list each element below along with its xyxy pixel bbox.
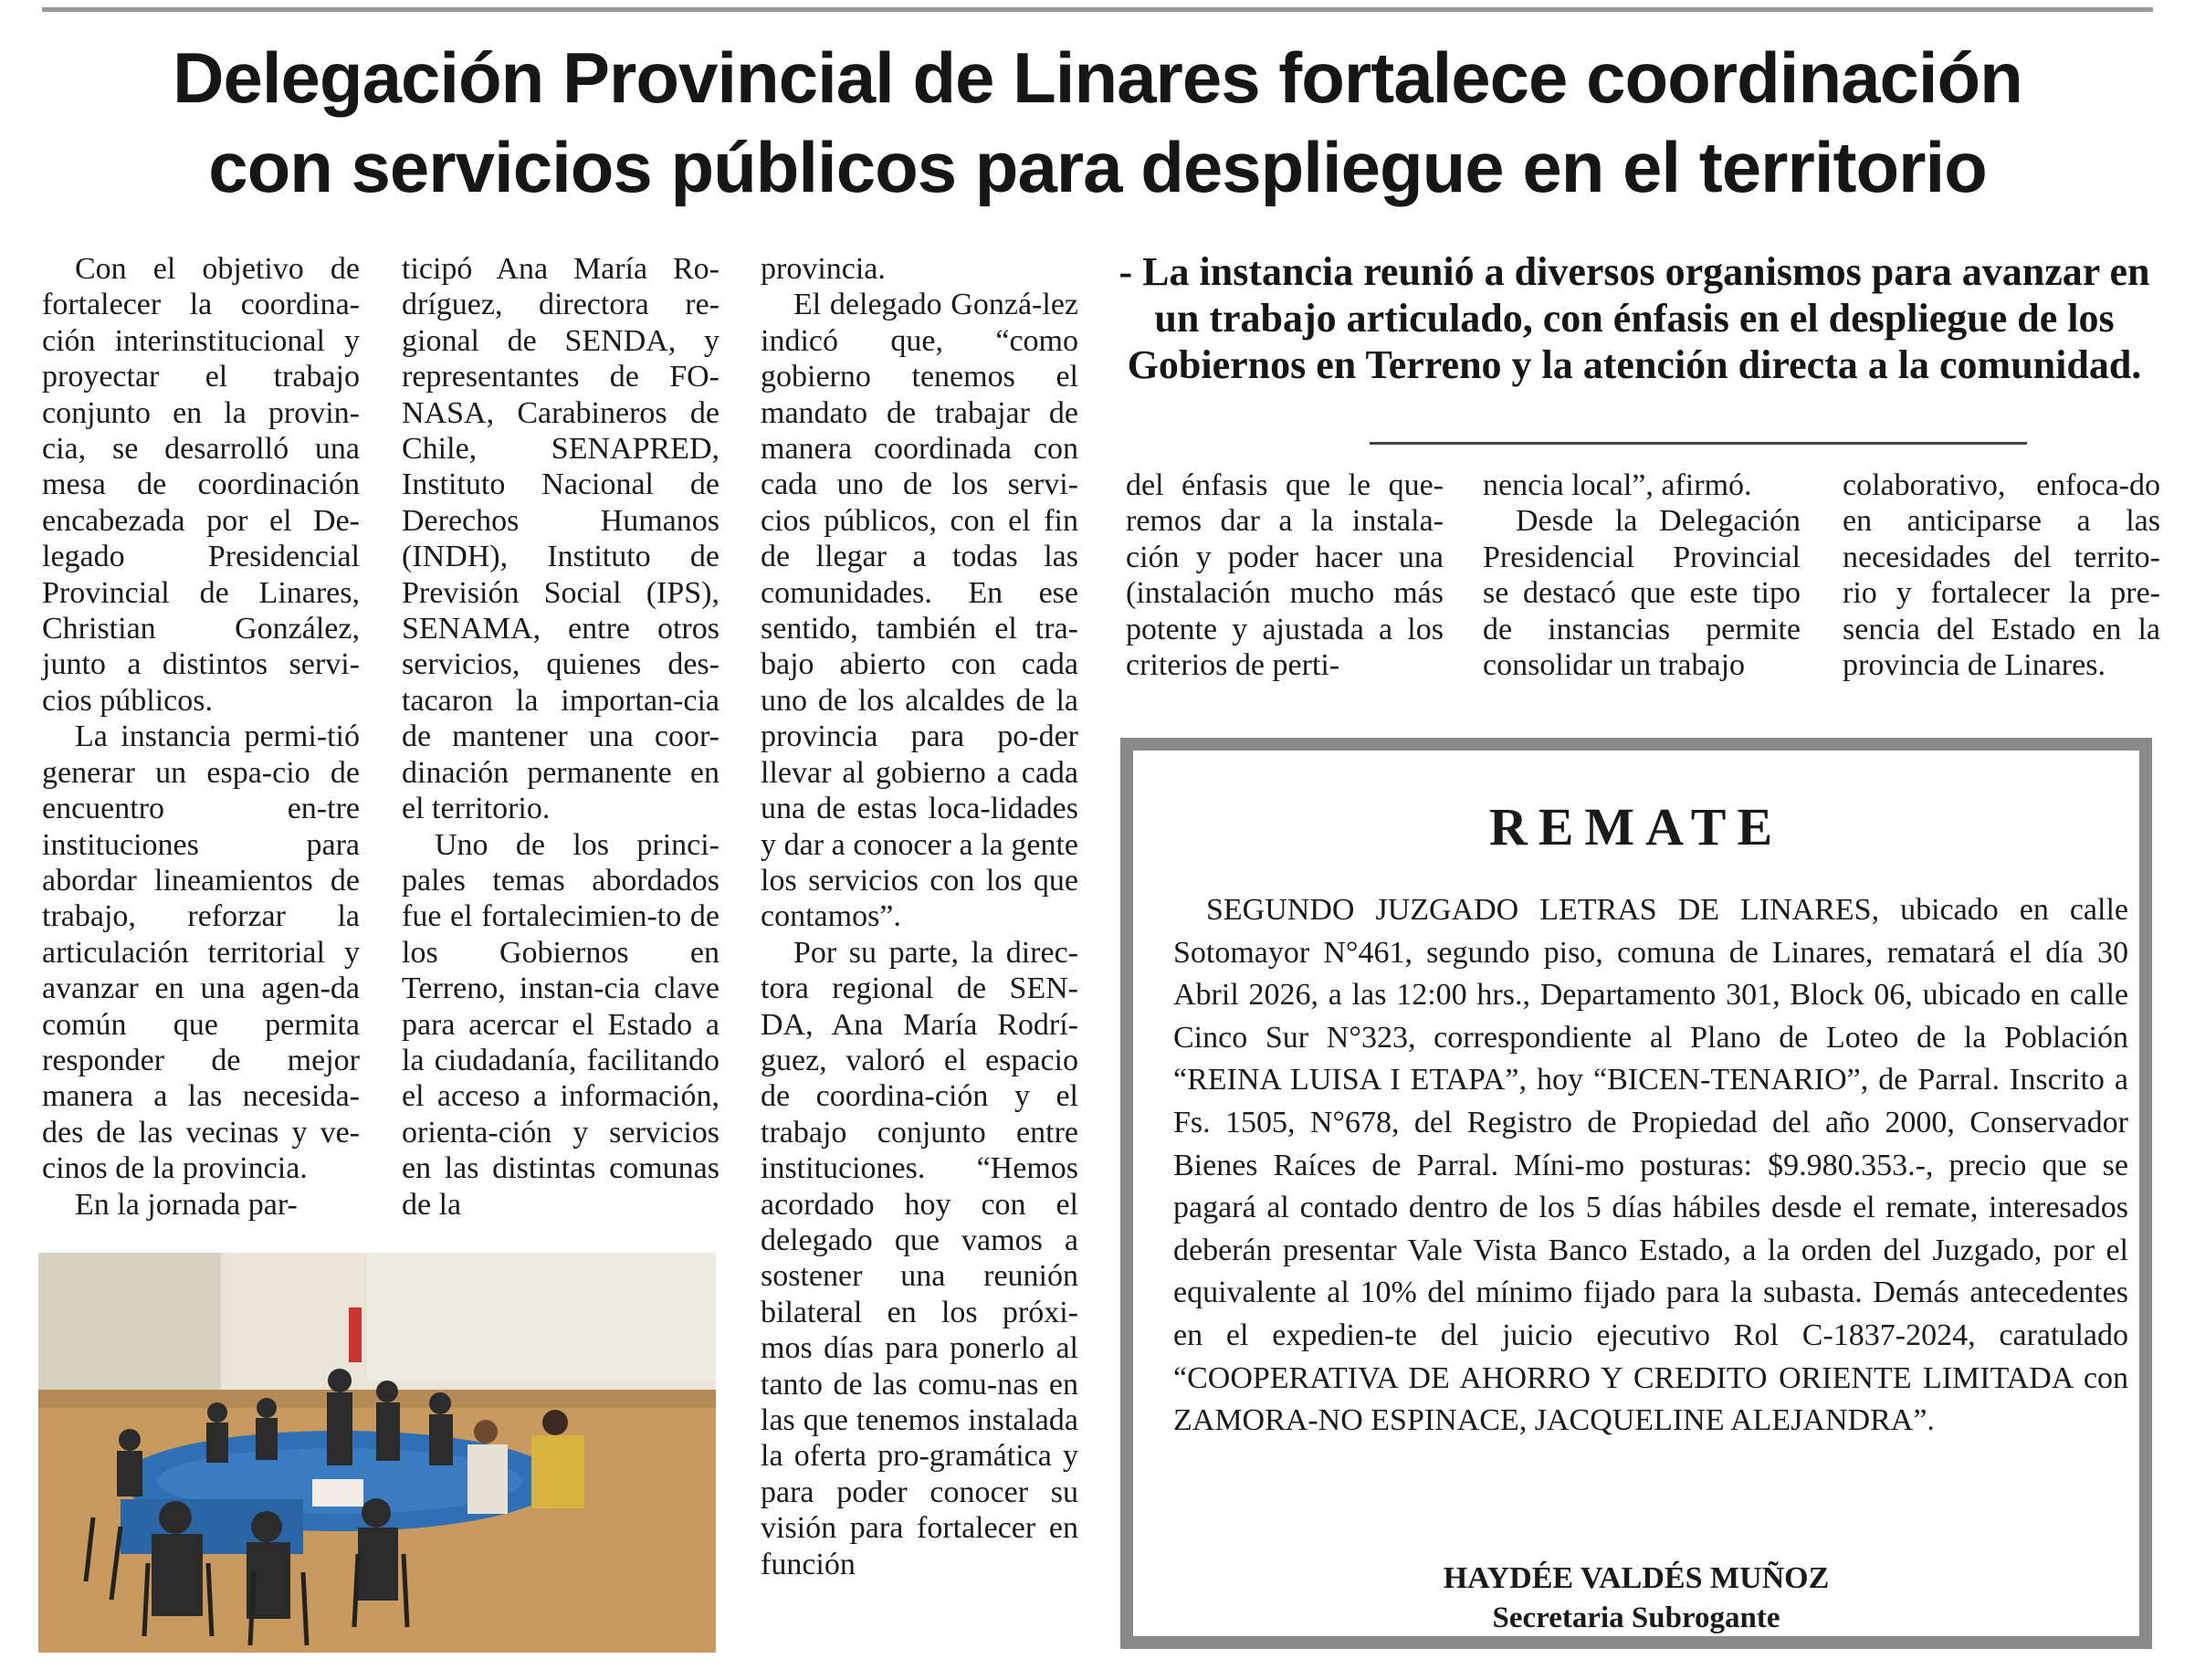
- article-column-4: [1126, 467, 1444, 683]
- article-headline: [37, 33, 2158, 212]
- signer-title: Secretaria Subrogante: [1492, 1601, 1780, 1634]
- top-rule: [42, 7, 2153, 12]
- remate-body: [1173, 889, 2128, 1443]
- pull-quote-rule: [1370, 442, 2027, 445]
- paragraph-continued: nencia local”, afirmó.: [1483, 468, 1752, 502]
- remate-notice: [1120, 738, 2152, 1649]
- article-column-2: [402, 251, 719, 1223]
- article-column-3: [761, 251, 1078, 1582]
- headline-line-1: Delegación Provincial de Linares fortalece coordinación: [173, 37, 2022, 118]
- paragraph: La instancia permi-tió generar un espa-cio de encuentro en-tre instituciones para abordar lineamientos de trabajo, reforzar la articulación territorial y avanzar en una agen-da común que permita responder de mejor manera a las necesida-des de las vecinas y ve-cinos de la provincia.: [42, 719, 360, 1186]
- paragraph: Con el objetivo de fortalecer la coordina-ción interinstitucional y proyectar el trabajo conjunto en la provin-cia, se desarrolló una mesa de coordinación encabezada por el De-legado Presidencial Provincial de Linares, Christian González, junto a distintos servi-cios públicos.: [42, 252, 360, 718]
- paragraph: Por su parte, la direc-tora regional de SEN-DA, Ana María Rodrí-guez, valoró el espacio de coordina-ción y el trabajo conjunto entre instituciones. “Hemos acordado hoy con el delegado que vamos a sostener una reunión bilateral en los próxi-mos días para ponerlo al tanto de las comu-nas en las que tenemos instalada la oferta pro-gramática y para poder conocer su visión para fortalecer en función: [761, 935, 1078, 1581]
- remate-text: SEGUNDO JUZGADO LETRAS DE LINARES, ubicado en calle Sotomayor N°461, segundo piso, comuna de Linares, rematará el día 30 Abril 2026, a las 12:00 hrs., Departamento 301, Block 06, ubicado en calle Cinco Sur N°323, correspondiente al Plano de Loteo de la Población “REINA LUISA I ETAPA”, hoy “BICEN-TENARIO”, de Parral. Inscrito a Fs. 1505, N°678, del Registro de Propiedad del año 2000, Conservador Bienes Raíces de Parral. Míni-mo posturas: $9.980.353.-, precio que se pagará al contado dentro de los 5 días hábiles desde el remate, interesados deberán presentar Vale Vista Banco Estado, a la orden del Juzgado, por el equivalente al 10% del mínimo fijado para la subasta. Demás antecedentes en el expedien-te del juicio ejecutivo Rol C-1837-2024, caratulado “COOPERATIVA DE AHORRO Y CREDITO ORIENTE LIMITADA con ZAMORA-NO ESPINACE, JACQUELINE ALEJANDRA”.: [1173, 893, 2128, 1438]
- article-column-6: [1843, 467, 2160, 683]
- paragraph: Desde la Delegación Presidencial Provincial se destacó que este tipo de instancias permite consolidar un trabajo: [1483, 504, 1801, 683]
- meeting-photo: [38, 1253, 716, 1653]
- pull-quote: - La instancia reunió a diversos organismos para avanzar en un trabajo articulado, con énfasis en el despliegue de los Gobiernos en Terreno y la atención directa a la comunidad.: [1119, 249, 2150, 387]
- paragraph: Uno de los princi-pales temas abordados fue el fortalecimien-to de los Gobiernos en Terreno, instan-cia clave para acercar el Estado a la ciudadanía, facilitando el acceso a información, orienta-ción y servicios en las distintas comunas de la: [402, 827, 719, 1222]
- headline-line-2: con servicios públicos para despliegue en el territorio: [208, 127, 1987, 207]
- remate-title: REMATE: [1488, 797, 1784, 856]
- paragraph-continued: del énfasis que le que-remos dar a la instala-ción y poder hacer una (instalación mucho más potente y ajustada a los criterios de perti-: [1126, 468, 1444, 683]
- signer-name: HAYDÉE VALDÉS MUÑOZ: [1443, 1561, 1830, 1595]
- paragraph-continued: colaborativo, enfoca-do en anticiparse a las necesidades del territo-rio y fortalecer la pre-sencia del Estado en la provincia de Linares.: [1843, 468, 2160, 683]
- paragraph: En la jornada par-: [75, 1187, 298, 1222]
- article-column-1: [42, 251, 360, 1223]
- article-column-5: [1483, 467, 1801, 683]
- paragraph-continued: provincia.: [761, 252, 886, 286]
- paragraph: El delegado Gonzá-lez indicó que, “como gobierno tenemos el mandato de trabajar de manera coordinada con cada uno de los servi-cios públicos, con el fin de llegar a todas las comunidades. En ese sentido, también el tra-bajo abierto con cada uno de los alcaldes de la provincia para po-der llevar al gobierno a cada una de estas loca-lidades y dar a conocer a la gente los servicios con los que contamos”.: [761, 288, 1078, 934]
- paragraph-continued: ticipó Ana María Ro-dríguez, directora re-gional de SENDA, y representantes de FO-NASA, Carabineros de Chile, SENAPRED, Instituto Nacional de Derechos Humanos (INDH), Instituto de Previsión Social (IPS), SENAMA, entre otros servicios, quienes des-tacaron la importan-cia de mantener una coor-dinación permanente en el territorio.: [402, 252, 719, 826]
